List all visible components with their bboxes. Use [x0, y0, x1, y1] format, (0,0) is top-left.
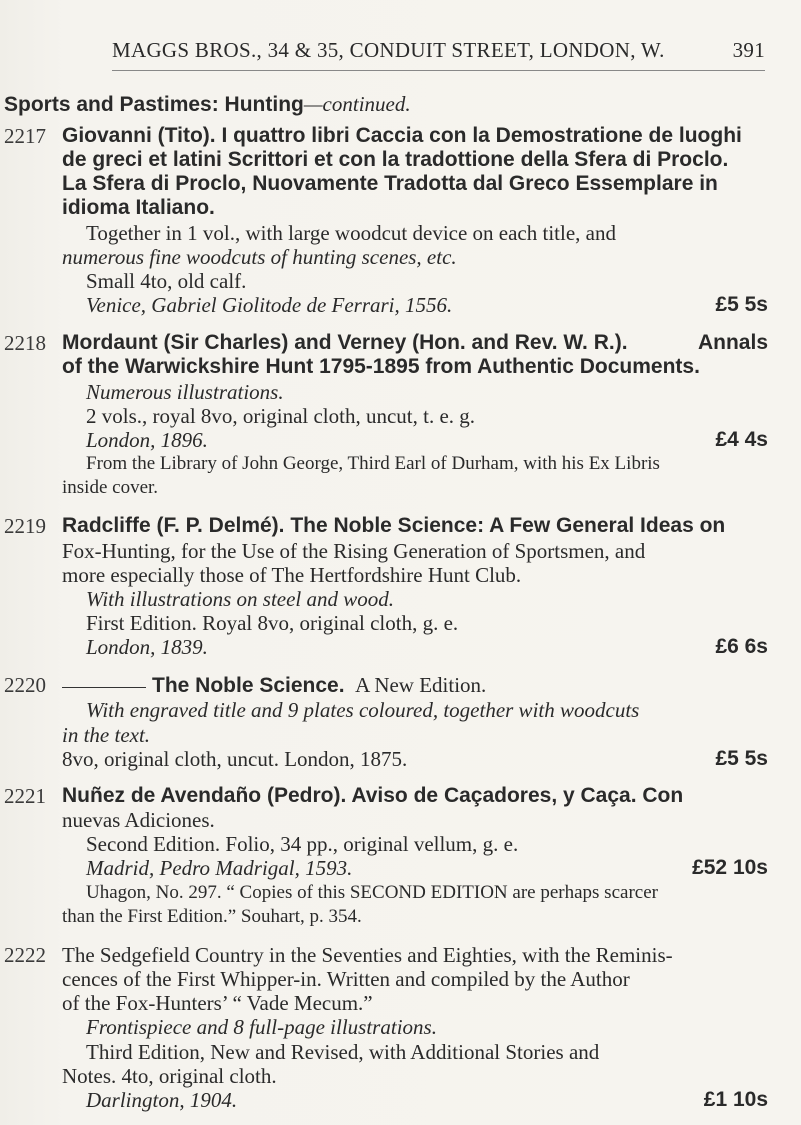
- entry-number: 2222: [4, 942, 46, 967]
- entry-line: [62, 673, 768, 698]
- entry-number: 2218: [4, 331, 46, 356]
- entry-line: Fox-Hunting, for the Use of the Rising Generation of Sportsmen, and: [62, 538, 646, 563]
- header-title: MAGGS BROS., 34 & 35, CONDUIT STREET, LONDON, W.: [112, 38, 665, 62]
- entry-line: de greci et latini Scrittori et con la tradottione della Sfera di Proclo.: [62, 148, 729, 172]
- entry-line: La Sfera di Proclo, Nuovamente Tradotta dal Greco Essemplare in: [62, 172, 718, 196]
- entry-line: of the Fox-Hunters’ “ Vade Mecum.”: [62, 991, 373, 1016]
- entry-imprint-line: [62, 856, 768, 880]
- entry-number: 2217: [4, 124, 46, 148]
- entry-price: £5 5s: [715, 293, 768, 317]
- entry-number: 2221: [4, 783, 46, 808]
- entry-line: [62, 331, 768, 355]
- entry-line: Second Edition. Folio, 34 pp., original vellum, g. e.: [86, 832, 519, 857]
- entry-note: inside cover.: [62, 477, 159, 499]
- entry-price: £52 10s: [692, 856, 768, 880]
- entry-imprint: London, 1839.: [86, 635, 208, 660]
- entry-line: more especially those of The Hertfordshire Hunt Club.: [62, 562, 522, 587]
- entry-line: of the Warwickshire Hunt 1795-1895 from Authentic Documents.: [62, 355, 700, 379]
- entry-line: cences of the First Whipper-in. Written and compiled by the Author: [62, 967, 630, 992]
- entry-line: in the text.: [62, 722, 151, 747]
- catalogue-entry: [62, 784, 768, 929]
- catalogue-entry: [62, 514, 768, 659]
- entry-line: The Sedgefield Country in the Seventies and Eighties, with the Reminis-: [62, 942, 673, 967]
- running-header: [112, 38, 765, 63]
- entry-line: idioma Italiano.: [62, 196, 215, 220]
- catalogue-entry: [62, 943, 768, 1112]
- entry-number: 2219: [4, 514, 46, 539]
- header-rule: [112, 70, 765, 71]
- entry-line: numerous fine woodcuts of hunting scenes, etc.: [62, 244, 457, 269]
- entry-imprint: Madrid, Pedro Madrigal, 1593.: [86, 856, 353, 881]
- entry-imprint-line: [62, 1088, 768, 1112]
- entry-line: Radcliffe (F. P. Delmé). The Noble Science: A Few General Ideas on: [62, 514, 726, 538]
- catalogue-entry: [62, 124, 768, 317]
- entry-imprint-line: [62, 293, 768, 317]
- entry-line: Small 4to, old calf.: [86, 268, 247, 293]
- entry-line: Nuñez de Avendaño (Pedro). Aviso de Caçadores, y Caça. Con: [62, 783, 684, 807]
- entry-line: Giovanni (Tito). I quattro libri Caccia con la Demostratione de luoghi: [62, 124, 742, 147]
- entry-line: With engraved title and 9 plates coloured, together with woodcuts: [86, 698, 640, 723]
- entry-note: From the Library of John George, Third Earl of Durham, with his Ex Libris: [86, 453, 660, 475]
- entry-line: First Edition. Royal 8vo, original cloth, g. e.: [86, 610, 459, 635]
- section-heading: [4, 92, 411, 117]
- entry-price: £1 10s: [703, 1087, 768, 1111]
- entry-imprint-line: [62, 635, 768, 659]
- entry-line: Third Edition, New and Revised, with Additional Stories and: [86, 1039, 600, 1064]
- entry-imprint: Venice, Gabriel Giolitode de Ferrari, 1556.: [86, 293, 453, 318]
- section-heading-text: Sports and Pastimes: Hunting: [4, 93, 304, 116]
- entry-line: Together in 1 vol., with large woodcut device on each title, and: [86, 220, 616, 245]
- entry-line: With illustrations on steel and wood.: [86, 586, 395, 611]
- entry-number: 2220: [4, 673, 46, 698]
- entry-note: Uhagon, No. 297. “ Copies of this SECOND EDITION are perhaps scarcer: [86, 881, 658, 903]
- entry-title: The Noble Science.: [152, 674, 345, 698]
- entry-imprint: London, 1896.: [86, 427, 208, 452]
- entry-line: Notes. 4to, original cloth.: [62, 1063, 277, 1088]
- entry-edition: A New Edition.: [355, 673, 487, 698]
- entry-line: 2 vols., royal 8vo, original cloth, uncut, t. e. g.: [86, 403, 476, 428]
- entry-title-start: Annals: [697, 331, 768, 355]
- entry-price: £4 4s: [715, 427, 768, 451]
- entry-line: nuevas Adiciones.: [62, 808, 215, 833]
- entry-imprint: 8vo, original cloth, uncut. London, 1875.: [62, 746, 408, 771]
- section-heading-continued: —continued.: [303, 92, 411, 116]
- catalogue-entry: [62, 331, 768, 500]
- entry-note: than the First Edition.” Souhart, p. 354.: [62, 905, 362, 927]
- entry-author: Mordaunt (Sir Charles) and Verney (Hon. and Rev. W. R.).: [62, 331, 628, 355]
- entry-price: £5 5s: [715, 746, 768, 770]
- entry-line: Frontispiece and 8 full-page illustrations.: [86, 1015, 437, 1040]
- catalogue-entry: [62, 673, 768, 771]
- entry-price: £6 6s: [715, 635, 768, 659]
- entry-line: Numerous illustrations.: [86, 379, 284, 404]
- ditto-dash: [62, 687, 146, 688]
- entry-imprint-line: [62, 747, 768, 771]
- page-number: 391: [732, 38, 765, 62]
- entry-imprint-line: [62, 428, 768, 452]
- entry-imprint: Darlington, 1904.: [86, 1087, 238, 1112]
